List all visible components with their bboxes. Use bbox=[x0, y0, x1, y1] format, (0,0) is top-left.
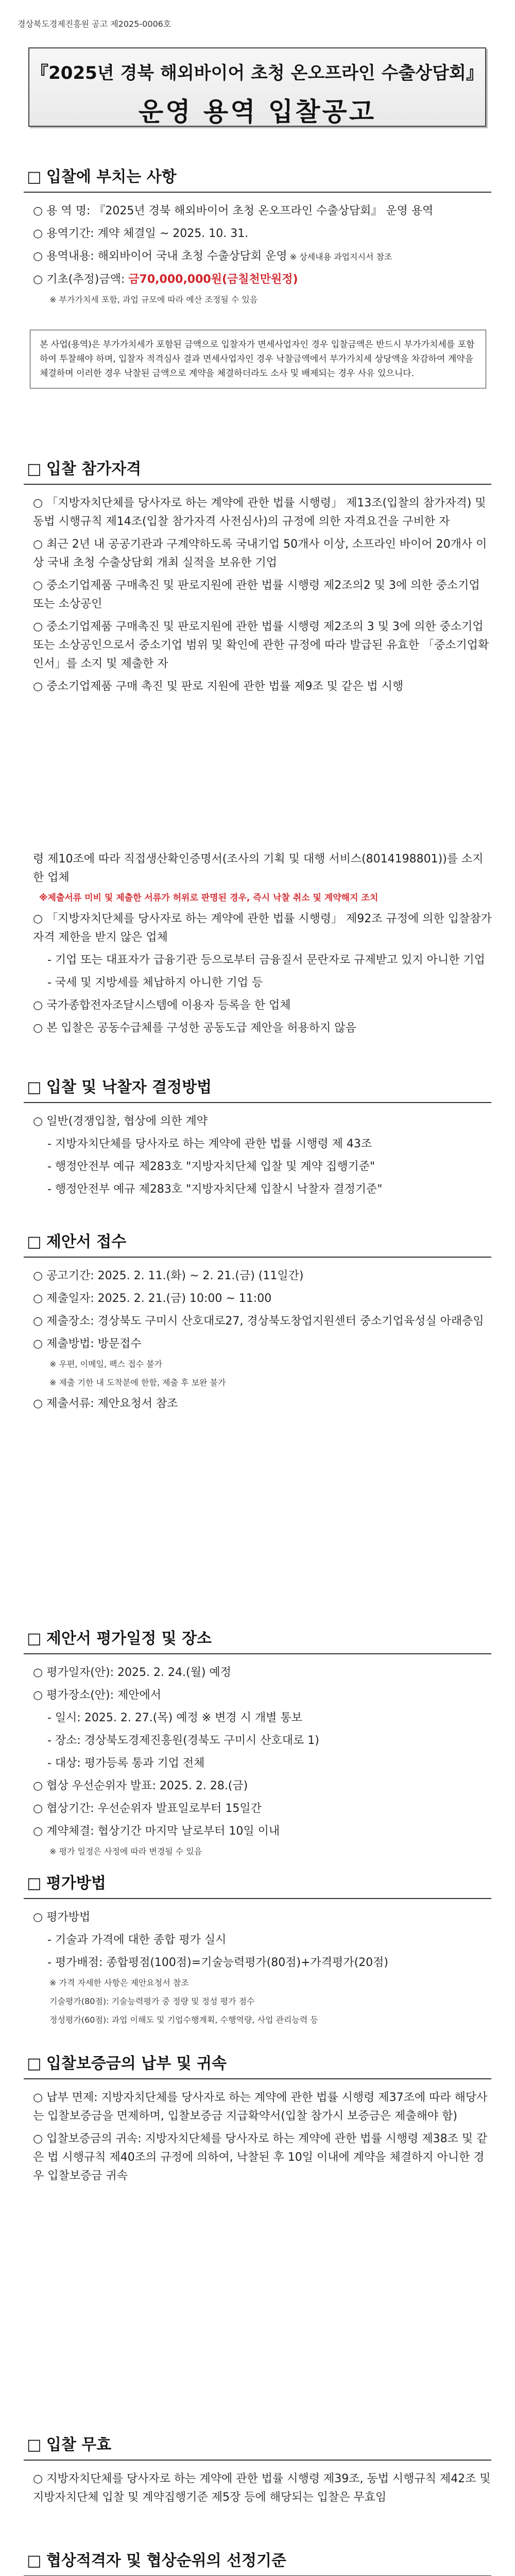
schedule-subitem: - 일시: 2025. 2. 27.(목) 예정 ※ 변경 시 개별 통보 bbox=[47, 1711, 302, 1724]
divider bbox=[24, 2078, 491, 2079]
section-bid-bond: □ 입찰보증금의 납부 및 귀속 ○ 납부 면제: 지방자치단체를 당사자로 하는 계약에 관한 법률 시행령 제37조에 따라 해당사는 입찰보증금을 면제하며, 입찰보증금 지급확약서(입찰 참가시 보증금은 제출해야 함) ○ 입찰보증금의 귀속: 지방자치단체를 당사자로 하는 계약에 관한 법률 시행령 제38조 및 같은 법 시행규칙 제40조의 규정에 의하여, 낙찰된 후 10일 이내에 계약을 체결하지 아니한 경우 입찰보증금 귀속 bbox=[24, 2050, 492, 2190]
eligibility-item: 「지방자치단체를 당사자로 하는 계약에 관한 법률 시행령」 제92조 규정에 의한 입찰참가자격 제한을 받지 않은 업체 bbox=[33, 912, 492, 944]
schedule-subitem: - 대상: 평가등록 통과 기업 전체 bbox=[47, 1757, 205, 1770]
bond-item: 납부 면제: 지방자치단체를 당사자로 하는 계약에 관한 법률 시행령 제37조에 따라 해당사는 입찰보증금을 면제하며, 입찰보증금 지급확약서(입찰 참가시 보증금은 제출해야 함) bbox=[33, 2091, 488, 2123]
section-bid-items: □ 입찰에 부치는 사항 ○ 용 역 명: 『2025년 경북 해외바이어 초청 온오프라인 수출상담회』 운영 용역 ○ 용역기간: 계약 체결일 ~ 2025. 10. 31. ○ 용역내용: 해외바이어 국내 초청 수출상담회 운영 ※ 상세내용 과업지시서 참조 ○ 기초(추정)금액: 금70,000,000원(금칠천만원정) ※ 부가가치세 포함, 과업 규모에 따라 예산 조정될 수 있음 bbox=[24, 164, 492, 312]
title-box bbox=[28, 47, 486, 127]
section-evaluation-schedule: □ 제안서 평가일정 및 장소 ○ 평가일자(안): 2025. 2. 24.(월) 예정 ○ 평가장소(안): 제안에서 - 일시: 2025. 2. 27.(목) 예정 ※ 변경 시 개별 통보 - 장소: 경상북도경제진흥원(경북도 구미시 산호대로 1) - 대상: 평가등록 통과 기업 전체 ○ 협상 우선순위자 발표: 2025. 2. 28.(금) ○ 협상기간: 우선순위자 발표일로부터 15일간 ○ 계약체결: 협상기간 마지막 날로부터 10일 이내 ※ 평가 일정은 사정에 따라 변경될 수 있음 bbox=[24, 1625, 492, 1863]
submission-note: ※ 우편, 이메일, 팩스 접수 불가 bbox=[49, 1359, 163, 1369]
section-bid-invalid: □ 입찰 무효 ○ 지방자치단체를 당사자로 하는 계약에 관한 법률 시행령 제39조, 동법 시행규칙 제42조 및 지방자치단체 입찰 및 계약집행기준 제5장 등에 해당되는 입찰은 무효임 bbox=[24, 2432, 492, 2511]
divider bbox=[24, 192, 491, 193]
section-heading: □ 입찰보증금의 납부 및 귀속 bbox=[24, 2050, 492, 2073]
eligibility-item: 중소기업제품 구매촉진 및 판로지원에 관한 법률 시행령 제2조의2 및 3에 의한 중소기업 또는 소상공인 bbox=[33, 579, 480, 611]
bond-item: 입찰보증금의 귀속: 지방자치단체를 당사자로 하는 계약에 관한 법률 시행령 제38조 및 같은 법 시행규칙 제40조의 규정에 의하여, 낙찰된 후 10일 이내에 계약을 체결하지 아니한 경우 입찰보증금 귀속 bbox=[33, 2132, 488, 2182]
service-note: ※ 상세내용 과업지시서 참조 bbox=[287, 252, 392, 262]
section-heading: □ 입찰에 부치는 사항 bbox=[24, 164, 492, 187]
section-heading: □ 제안서 접수 bbox=[24, 1229, 492, 1251]
submission-item: 공고기간: 2025. 2. 11.(화) ~ 2. 21.(금) (11일간) bbox=[46, 1269, 304, 1282]
service-content: 용역내용: 해외바이어 국내 초청 수출상담회 운영 bbox=[46, 250, 287, 263]
divider bbox=[24, 1653, 491, 1654]
eligibility-subitem: - 국세 및 지방세를 체납하지 아니한 기업 등 bbox=[47, 976, 263, 989]
method-note: 정성평가(60점): 과업 이해도 및 기업수행계획, 수행역량, 사업 관리능력 등 bbox=[49, 2015, 318, 2025]
divider bbox=[24, 2460, 491, 2461]
title-line1: 『2025년 경북 해외바이어 초청 온오프라인 수출상담회』 bbox=[31, 63, 484, 83]
eligibility-item: 국가종합전자조달시스템에 이용자 등록을 한 업체 bbox=[46, 999, 291, 1012]
section-submission: □ 제안서 접수 ○ 공고기간: 2025. 2. 11.(화) ~ 2. 21.(금) (11일간) ○ 제출일자: 2025. 2. 21.(금) 10:00 ~ 11:00 ○ 제출장소: 경상북도 구미시 산호대로27, 경상북도창업지원센터 중소기업육성실 아래층임 ○ 제출방법: 방문접수 ※ 우편, 이메일, 팩스 접수 불가 ※ 제출 기한 내 도착분에 한함, 제출 후 보완 불가 ○ 제출서류: 제안요청서 참조 bbox=[24, 1229, 492, 1417]
award-item: 일반(경쟁입찰, 협상에 의한 계약 bbox=[46, 1115, 208, 1128]
method-note: 기술평가(80점): 기술능력평가 중 정량 및 정성 평가 점수 bbox=[49, 1996, 255, 2006]
method-subitem: - 평가배점: 종합평점(100점)=기술능력평가(80점)+가격평가(20점) bbox=[47, 1956, 388, 1969]
eligibility-item: 중소기업제품 구매 촉진 및 판로 지원에 관한 법률 제9조 및 같은 법 시행 bbox=[46, 680, 404, 693]
method-item: 평가방법 bbox=[46, 1911, 91, 1924]
section-heading: □ 제안서 평가일정 및 장소 bbox=[24, 1625, 492, 1648]
eligibility-subitem: - 기업 또는 대표자가 급융기관 등으로부터 금융질서 문란자로 규제받고 있지 아니한 기업 bbox=[47, 954, 485, 967]
section-heading: □ 협상적격자 및 협상순위의 선정기준 bbox=[24, 2548, 492, 2570]
submission-note: ※ 제출 기한 내 도착분에 한함, 제출 후 보완 불가 bbox=[49, 1378, 226, 1387]
submission-item: 제출장소: 경상북도 구미시 산호대로27, 경상북도창업지원센터 중소기업육성실 아래층임 bbox=[46, 1315, 484, 1328]
section-evaluation-method: □ 평가방법 ○ 평가방법 - 기술과 가격에 대한 종합 평가 실시 - 평가배점: 종합평점(100점)=기술능력평가(80점)+가격평가(20점) ※ 가격 자세한 사항은 제안요청서 참조 기술평가(80점): 기술능력평가 중 정량 및 정성 평가 점수 정성평가(60점): 과업 이해도 및 기업수행계획, 수행역량, 사업 관리능력 등 bbox=[24, 1870, 492, 2032]
service-name: 용 역 명: 『2025년 경북 해외바이어 초청 온오프라인 수출상담회』 운영 용역 bbox=[46, 205, 434, 217]
schedule-item: 평가장소(안): 제안에서 bbox=[46, 1689, 162, 1702]
submission-item: 제출방법: 방문접수 bbox=[46, 1337, 142, 1350]
section-heading: □ 입찰 참가자격 bbox=[24, 456, 492, 479]
section-heading: □ 평가방법 bbox=[24, 1870, 492, 1893]
award-subitem: - 행정안전부 예규 제283호 "지방자치단체 입찰 및 계약 집행기준" bbox=[47, 1160, 375, 1173]
schedule-item: 평가일자(안): 2025. 2. 24.(월) 예정 bbox=[46, 1666, 231, 1679]
divider bbox=[24, 1257, 491, 1258]
budget-note: ※ 부가가치세 포함, 과업 규모에 따라 예산 조정될 수 있음 bbox=[49, 295, 258, 304]
section-eligibility: □ 입찰 참가자격 ○ 「지방자치단체를 당사자로 하는 계약에 관한 법률 시행령」 제13조(입찰의 참가자격) 및 동법 시행규칙 제14조(입찰 참가자격 사전심사)의 규정에 의한 자격요건을 구비한 자 ○ 최근 2년 내 공공기관과 구계약하도록 국내기업 50개사 이상, 소프라인 바이어 20개사 이상 국내 초청 수출상담회 개최 실적을 보유한 기업 ○ 중소기업제품 구매촉진 및 판로지원에 관한 법률 시행령 제2조의2 및 3에 의한 중소기업 또는 소상공인 ○ 중소기업제품 구매촉진 및 판로지원에 관한 법률 시행령 제2조의 3 및 3에 의한 중소기업 또는 소상공인으로서 중소기업 범위 및 확인에 관한 규정에 따라 발급된 유효한 「중소기업확인서」를 소지 및 제출한 자 ○ 중소기업제품 구매 촉진 및 판로 지원에 관한 법률 제9조 및 같은 법 시행 bbox=[24, 456, 492, 700]
schedule-item: 계약체결: 협상기간 마지막 날로부터 10일 이내 bbox=[46, 1825, 280, 1838]
divider bbox=[24, 1102, 491, 1103]
title-line2: 운영 용역 입찰공고 bbox=[138, 97, 376, 127]
eligibility-item: 중소기업제품 구매촉진 및 판로지원에 관한 법률 시행령 제2조의 3 및 3에 의한 중소기업 또는 소상공인으로서 중소기업 범위 및 확인에 관한 규정에 따라 발급된 유효한 「중소기업확인서」를 소지 및 제출한 자 bbox=[33, 620, 489, 670]
invalid-item: 지방자치단체를 당사자로 하는 계약에 관한 법률 시행령 제39조, 동법 시행규칙 제42조 및 지방자치단체 입찰 및 계약집행기준 제5장 등에 해당되는 입찰은 무효임 bbox=[33, 2472, 491, 2504]
eligibility-item: 「지방자치단체를 당사자로 하는 계약에 관한 법률 시행령」 제13조(입찰의 참가자격) 및 동법 시행규칙 제14조(입찰 참가자격 사전심사)의 규정에 의한 자격요건을 구비한 자 bbox=[33, 497, 486, 528]
divider bbox=[24, 484, 491, 485]
award-subitem: - 지방자치단체를 당사자로 하는 계약에 관한 법률 시행령 제 43조 bbox=[47, 1138, 372, 1150]
eligibility-item: 령 제10조에 따라 직접생산확인증명서(조사의 기획 및 대행 서비스(8014198801))를 소지한 업체 bbox=[33, 853, 484, 884]
budget-label: 기초(추정)금액: bbox=[46, 273, 129, 286]
vat-notice-box: 본 사업(용역)은 부가가치세가 포함된 금액으로 입찰자가 면세사업자인 경우 입찰금액은 반드시 부가가치세를 포함하여 투찰해야 하며, 입찰자 적격심사 결과 면세사업자인 경우 낙찰금액에서 부가가치세 상당액을 차감하여 계약을 체결하며 이러한 경우 낙찰된 금액으로 계약을 체결하더라도 소사 및 배제되는 경우 사유 있으니다. bbox=[30, 330, 486, 388]
schedule-item: 협상기간: 우선순위자 발표일로부터 15일간 bbox=[46, 1802, 262, 1815]
submission-item: 제출서류: 제안요청서 참조 bbox=[46, 1397, 178, 1410]
section-heading: □ 입찰 무효 bbox=[24, 2432, 492, 2454]
budget-value: 금70,000,000원(금칠천만원정) bbox=[128, 273, 298, 286]
submission-item: 제출일자: 2025. 2. 21.(금) 10:00 ~ 11:00 bbox=[46, 1292, 272, 1305]
method-subitem: - 기술과 가격에 대한 종합 평가 실시 bbox=[47, 1934, 227, 1946]
section-heading: □ 입찰 및 낙찰자 결정방법 bbox=[24, 1074, 492, 1097]
warning-note: ※제출서류 미비 및 제출한 서류가 허위로 판명된 경우, 즉시 낙찰 취소 및 계약해지 조치 bbox=[39, 893, 379, 903]
notice-number: 경상북도경제진흥원 공고 제2025-0006호 bbox=[18, 19, 171, 29]
schedule-item: 협상 우선순위자 발표: 2025. 2. 28.(금) bbox=[46, 1780, 248, 1792]
section-eligibility-cont: 령 제10조에 따라 직접생산확인증명서(조사의 기획 및 대행 서비스(8014198801))를 소지한 업체 ※제출서류 미비 및 제출한 서류가 허위로 판명된 경우, 즉시 낙찰 취소 및 계약해지 조치 ○ 「지방자치단체를 당사자로 하는 계약에 관한 법률 시행령」 제92조 규정에 의한 입찰참가자격 제한을 받지 않은 업체 - 기업 또는 대표자가 급융기관 등으로부터 금융질서 문란자로 규제받고 있지 아니한 기업 - 국세 및 지방세를 체납하지 아니한 기업 등 ○ 국가종합전자조달시스템에 이용자 등록을 한 업체 ○ 본 입찰은 공동수급체를 구성한 공동도급 제안을 허용하지 않음 bbox=[33, 853, 492, 1035]
award-subitem: - 행정안전부 예규 제283호 "지방자치단체 입찰시 낙찰자 결정기준" bbox=[47, 1183, 383, 1196]
divider bbox=[24, 1898, 491, 1899]
method-note: ※ 가격 자세한 사항은 제안요청서 참조 bbox=[49, 1978, 189, 1988]
eligibility-item: 본 입찰은 공동수급체를 구성한 공동도급 제안을 허용하지 않음 bbox=[46, 1022, 356, 1035]
schedule-subitem: - 장소: 경상북도경제진흥원(경북도 구미시 산호대로 1) bbox=[47, 1734, 319, 1747]
section-award-method: □ 입찰 및 낙찰자 결정방법 ○ 일반(경쟁입찰, 협상에 의한 계약 - 지방자치단체를 당사자로 하는 계약에 관한 법률 시행령 제 43조 - 행정안전부 예규 제283호 "지방자치단체 입찰 및 계약 집행기준" - 행정안전부 예규 제283호 "지방자치단체 입찰시 낙찰자 결정기준" bbox=[24, 1074, 492, 1203]
service-period: 용역기간: 계약 체결일 ~ 2025. 10. 31. bbox=[46, 227, 249, 240]
eligibility-item: 최근 2년 내 공공기관과 구계약하도록 국내기업 50개사 이상, 소프라인 바이어 20개사 이상 국내 초청 수출상담회 개최 실적을 보유한 기업 bbox=[33, 538, 487, 569]
schedule-note: ※ 평가 일정은 사정에 따라 변경될 수 있음 bbox=[49, 1846, 202, 1856]
section-negotiation bbox=[24, 2548, 492, 2576]
